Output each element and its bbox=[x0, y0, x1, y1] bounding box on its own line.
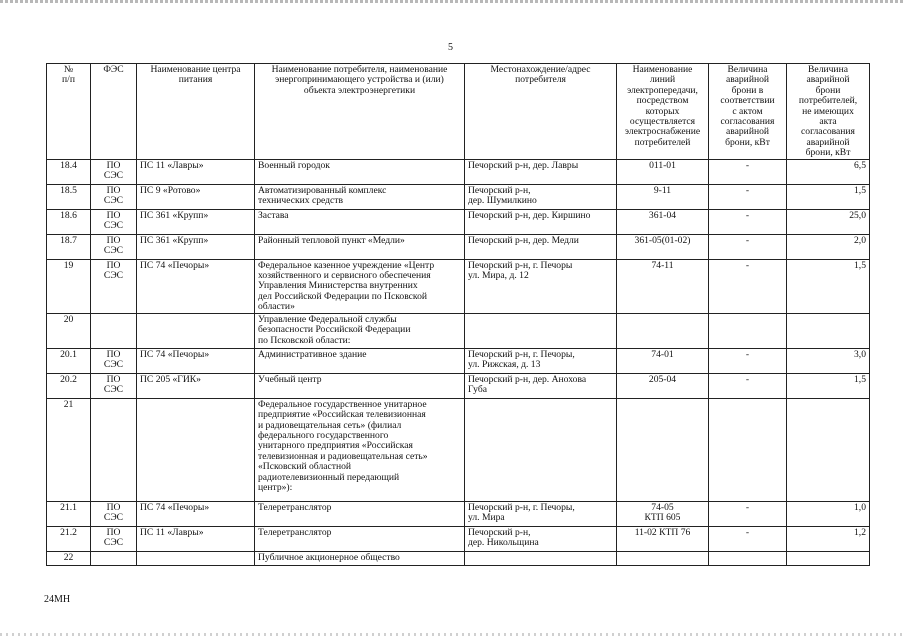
row-number: 18.7 bbox=[47, 234, 91, 259]
scan-edge-bottom bbox=[0, 633, 905, 636]
header-consumer: Наименование потребителя, наименование энергопринимающего устройства и (или) объекта электроэнергетики bbox=[255, 64, 465, 160]
row-reserve-with-act: - bbox=[709, 348, 787, 373]
row-power-line: 74-11 bbox=[617, 259, 709, 313]
row-number: 21 bbox=[47, 398, 91, 501]
header-reserve-with-act: Величина аварийной брони в соответствии с актом согласования аварийной брони, кВт bbox=[709, 64, 787, 160]
header-fes: ФЭС bbox=[91, 64, 137, 160]
row-power-line: 74-01 bbox=[617, 348, 709, 373]
row-fes bbox=[91, 313, 137, 348]
row-reserve-without-act: 1,5 bbox=[787, 184, 870, 209]
table-row bbox=[47, 551, 870, 565]
row-power-line: 11-02 КТП 76 bbox=[617, 526, 709, 551]
row-location: Печорский р-н, дер. Шумилкино bbox=[465, 184, 617, 209]
table-row bbox=[47, 159, 870, 184]
row-reserve-with-act: - bbox=[709, 234, 787, 259]
row-location bbox=[465, 398, 617, 501]
row-consumer: Телеретранслятор bbox=[255, 501, 465, 526]
table-row bbox=[47, 184, 870, 209]
row-number: 18.5 bbox=[47, 184, 91, 209]
row-fes: ПО СЭС bbox=[91, 348, 137, 373]
row-location bbox=[465, 551, 617, 565]
row-consumer: Федеральное государственное унитарное предприятие «Российская телевизионная и радиовещательная сеть» (филиал федерального государственного унитарного предприятия «Российская телевизионная и радиовещательная сеть» «Псковский областной радиотелевизионный передающий центр»): bbox=[255, 398, 465, 501]
row-consumer: Управление Федеральной службы безопасности Российской Федерации по Псковской области: bbox=[255, 313, 465, 348]
row-fes: ПО СЭС bbox=[91, 526, 137, 551]
header-power-line: Наименование линий электропередачи, посредством которых осуществляется электроснабжение потребителей bbox=[617, 64, 709, 160]
row-number: 19 bbox=[47, 259, 91, 313]
table-row bbox=[47, 234, 870, 259]
row-location: Печорский р-н, г. Печоры, ул. Мира bbox=[465, 501, 617, 526]
row-power-line bbox=[617, 398, 709, 501]
row-fes: ПО СЭС bbox=[91, 259, 137, 313]
row-number: 21.2 bbox=[47, 526, 91, 551]
table-row bbox=[47, 348, 870, 373]
row-number: 20.2 bbox=[47, 373, 91, 398]
row-reserve-without-act: 3,0 bbox=[787, 348, 870, 373]
table-header-row bbox=[47, 64, 870, 160]
row-power-center: ПС 361 «Крупп» bbox=[137, 234, 255, 259]
row-reserve-without-act: 1,5 bbox=[787, 373, 870, 398]
header-power-center: Наименование центра питания bbox=[137, 64, 255, 160]
row-reserve-without-act: 1,5 bbox=[787, 259, 870, 313]
row-consumer: Застава bbox=[255, 209, 465, 234]
row-location: Печорский р-н, г. Печоры ул. Мира, д. 12 bbox=[465, 259, 617, 313]
row-fes: ПО СЭС bbox=[91, 373, 137, 398]
row-location: Печорский р-н, дер. Анохова Губа bbox=[465, 373, 617, 398]
row-power-center bbox=[137, 398, 255, 501]
row-power-center bbox=[137, 313, 255, 348]
row-number: 20.1 bbox=[47, 348, 91, 373]
row-consumer: Административное здание bbox=[255, 348, 465, 373]
table-row bbox=[47, 313, 870, 348]
header-location: Местонахождение/адрес потребителя bbox=[465, 64, 617, 160]
row-reserve-with-act: - bbox=[709, 526, 787, 551]
row-consumer: Телеретранслятор bbox=[255, 526, 465, 551]
row-power-center: ПС 11 «Лавры» bbox=[137, 526, 255, 551]
row-consumer: Учебный центр bbox=[255, 373, 465, 398]
row-power-line: 74-05 КТП 605 bbox=[617, 501, 709, 526]
table-row bbox=[47, 209, 870, 234]
row-reserve-with-act: - bbox=[709, 159, 787, 184]
row-power-center: ПС 74 «Печоры» bbox=[137, 259, 255, 313]
row-location bbox=[465, 313, 617, 348]
row-power-line: 011-01 bbox=[617, 159, 709, 184]
table-row bbox=[47, 373, 870, 398]
table-row bbox=[47, 501, 870, 526]
row-power-center: ПС 74 «Печоры» bbox=[137, 348, 255, 373]
scan-edge-top bbox=[0, 0, 905, 3]
row-power-center: ПС 9 «Ротово» bbox=[137, 184, 255, 209]
row-reserve-with-act: - bbox=[709, 259, 787, 313]
row-location: Печорский р-н, дер. Никольщина bbox=[465, 526, 617, 551]
table-row bbox=[47, 526, 870, 551]
row-fes: ПО СЭС bbox=[91, 159, 137, 184]
row-number: 20 bbox=[47, 313, 91, 348]
row-reserve-without-act: 1,0 bbox=[787, 501, 870, 526]
row-location: Печорский р-н, дер. Лавры bbox=[465, 159, 617, 184]
row-number: 18.6 bbox=[47, 209, 91, 234]
row-location: Печорский р-н, г. Печоры, ул. Рижская, д. 13 bbox=[465, 348, 617, 373]
row-number: 21.1 bbox=[47, 501, 91, 526]
row-reserve-with-act: - bbox=[709, 501, 787, 526]
row-reserve-without-act bbox=[787, 398, 870, 501]
header-reserve-without-act: Величина аварийной брони потребителей, не имеющих акта согласования аварийной брони, кВт bbox=[787, 64, 870, 160]
table-row bbox=[47, 398, 870, 501]
page-number: 5 bbox=[448, 42, 453, 53]
row-reserve-with-act: - bbox=[709, 209, 787, 234]
row-reserve-without-act: 2,0 bbox=[787, 234, 870, 259]
row-reserve-with-act: - bbox=[709, 184, 787, 209]
emergency-reserve-table bbox=[46, 63, 870, 566]
row-fes: ПО СЭС bbox=[91, 501, 137, 526]
row-reserve-with-act bbox=[709, 313, 787, 348]
row-power-center: ПС 361 «Крупп» bbox=[137, 209, 255, 234]
row-power-center: ПС 74 «Печоры» bbox=[137, 501, 255, 526]
table-row bbox=[47, 259, 870, 313]
row-reserve-without-act bbox=[787, 551, 870, 565]
row-power-center: ПС 11 «Лавры» bbox=[137, 159, 255, 184]
row-consumer: Автоматизированный комплекс технических средств bbox=[255, 184, 465, 209]
row-location: Печорский р-н, дер. Киршино bbox=[465, 209, 617, 234]
row-reserve-with-act: - bbox=[709, 373, 787, 398]
row-fes: ПО СЭС bbox=[91, 209, 137, 234]
row-fes bbox=[91, 551, 137, 565]
row-reserve-without-act: 25,0 bbox=[787, 209, 870, 234]
row-reserve-with-act bbox=[709, 551, 787, 565]
row-number: 18.4 bbox=[47, 159, 91, 184]
row-fes bbox=[91, 398, 137, 501]
row-consumer: Районный тепловой пункт «Медли» bbox=[255, 234, 465, 259]
row-power-line: 9-11 bbox=[617, 184, 709, 209]
row-location: Печорский р-н, дер. Медли bbox=[465, 234, 617, 259]
row-power-line bbox=[617, 551, 709, 565]
row-power-line bbox=[617, 313, 709, 348]
row-fes: ПО СЭС bbox=[91, 234, 137, 259]
row-reserve-with-act bbox=[709, 398, 787, 501]
row-power-line: 205-04 bbox=[617, 373, 709, 398]
row-consumer: Публичное акционерное общество bbox=[255, 551, 465, 565]
row-power-line: 361-04 bbox=[617, 209, 709, 234]
row-power-center bbox=[137, 551, 255, 565]
row-reserve-without-act: 6,5 bbox=[787, 159, 870, 184]
row-reserve-without-act: 1,2 bbox=[787, 526, 870, 551]
row-consumer: Военный городок bbox=[255, 159, 465, 184]
row-number: 22 bbox=[47, 551, 91, 565]
footer-code: 24МН bbox=[44, 594, 71, 605]
table-body bbox=[47, 159, 870, 565]
row-power-center: ПС 205 «ГИК» bbox=[137, 373, 255, 398]
row-fes: ПО СЭС bbox=[91, 184, 137, 209]
row-consumer: Федеральное казенное учреждение «Центр хозяйственного и сервисного обеспечения Управления Министерства внутренних дел Российской Федерации по Псковской области» bbox=[255, 259, 465, 313]
row-reserve-without-act bbox=[787, 313, 870, 348]
row-power-line: 361-05(01-02) bbox=[617, 234, 709, 259]
header-num: № п/п bbox=[47, 64, 91, 160]
